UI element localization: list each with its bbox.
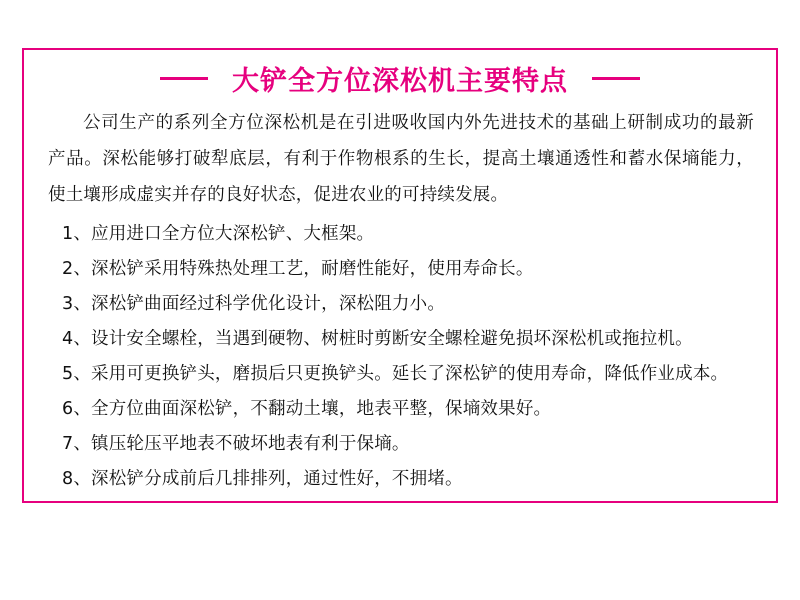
document-title-band xyxy=(0,58,800,98)
title-rule-left-icon xyxy=(160,77,208,80)
list-item: 2、深松铲采用特殊热处理工艺，耐磨性能好，使用寿命长。 xyxy=(62,259,534,279)
title-rule-right-icon xyxy=(592,77,640,80)
list-item: 4、设计安全螺栓，当遇到硬物、树桩时剪断安全螺栓避免损坏深松机或拖拉机。 xyxy=(62,329,693,349)
document-body xyxy=(48,105,754,497)
list-item: 7、镇压轮压平地表不破坏地表有利于保墒。 xyxy=(62,434,410,454)
list-item: 3、深松铲曲面经过科学优化设计，深松阻力小。 xyxy=(62,294,446,314)
list-item: 1、应用进口全方位大深松铲、大框架。 xyxy=(62,224,375,244)
intro-paragraph: 公司生产的系列全方位深松机是在引进吸收国内外先进技术的基础上研制成功的最新产品。深松能够打破犁底层，有利于作物根系的生长，提高土壤通透性和蓄水保墒能力，使土壤形成虚实并存的良好状态，促进农业的可持续发展。 xyxy=(48,113,754,205)
page-title: 大铲全方位深松机主要特点 xyxy=(222,59,578,98)
list-item: 8、深松铲分成前后几排排列，通过性好，不拥堵。 xyxy=(62,469,463,489)
feature-list xyxy=(48,217,754,497)
list-item: 5、采用可更换铲头，磨损后只更换铲头。延长了深松铲的使用寿命，降低作业成本。 xyxy=(62,364,729,384)
list-item: 6、全方位曲面深松铲，不翻动土壤，地表平整，保墒效果好。 xyxy=(62,399,552,419)
